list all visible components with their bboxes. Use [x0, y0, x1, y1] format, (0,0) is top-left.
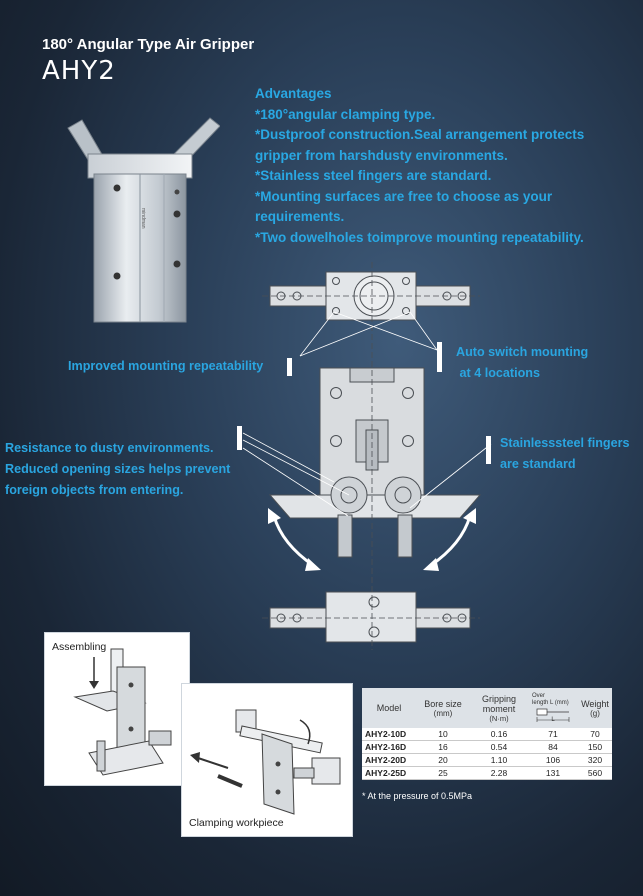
- cell-weight: 150: [578, 741, 612, 754]
- callout-marker: [437, 342, 442, 372]
- col-weight-header: Weight (g): [578, 688, 612, 728]
- cell-bore: 20: [416, 754, 470, 767]
- page-title: 180° Angular Type Air Gripper: [42, 36, 255, 53]
- callout-dust: [5, 438, 230, 501]
- cell-model: AHY2-25D: [362, 767, 416, 780]
- callout-marker: [287, 358, 292, 376]
- cell-bore: 16: [416, 741, 470, 754]
- callout-marker: [237, 426, 242, 450]
- advantage-item: *180°angular clamping type.: [255, 106, 436, 122]
- advantage-item: *Mounting surfaces are free to choose as your: [255, 188, 553, 204]
- spec-table-wrapper: [362, 688, 612, 780]
- left-finger-detail: [338, 515, 352, 557]
- advantages-heading: Advantages: [255, 86, 332, 101]
- table-row: [362, 754, 612, 767]
- spec-table: [362, 688, 612, 780]
- cell-weight: 320: [578, 754, 612, 767]
- col-bore-header: Bore size (mm): [416, 688, 470, 728]
- col-moment-header: Gripping moment (N·m): [470, 688, 528, 728]
- cell-weight: 560: [578, 767, 612, 780]
- cell-length: 131: [528, 767, 578, 780]
- callout-dust-line: Reduced opening sizes helps prevent: [5, 462, 231, 476]
- table-row: [362, 728, 612, 741]
- pressure-note: * At the pressure of 0.5MPa: [362, 791, 473, 801]
- table-row: [362, 767, 612, 780]
- cell-length: 84: [528, 741, 578, 754]
- assembling-figure: [44, 632, 190, 786]
- spec-header-row: [362, 688, 612, 728]
- col-model-header: Model: [362, 688, 416, 728]
- advantage-item: *Dustproof construction.Seal arrangement protects: [255, 127, 585, 142]
- col-length-header: Over length L (mm) L: [528, 688, 578, 728]
- cell-moment: 1.10: [470, 754, 528, 767]
- callout-fingers: [500, 433, 630, 475]
- base-plate: [270, 495, 480, 518]
- clamping-figure: [181, 683, 353, 837]
- right-finger-detail: [398, 515, 412, 557]
- cell-bore: 25: [416, 767, 470, 780]
- advantage-item: gripper from harshdusty environments.: [255, 147, 508, 163]
- cell-moment: 0.54: [470, 741, 528, 754]
- cell-weight: 70: [578, 728, 612, 741]
- cell-model: AHY2-10D: [362, 728, 416, 741]
- callout-marker: [486, 436, 491, 464]
- callout-fingers-line: are standard: [500, 457, 576, 471]
- cell-model: AHY2-16D: [362, 741, 416, 754]
- cell-moment: 0.16: [470, 728, 528, 741]
- advantage-item: requirements.: [255, 209, 345, 224]
- bottom-view-body: [326, 592, 416, 642]
- table-row: [362, 741, 612, 754]
- callout-dust-line: Resistance to dusty environments.: [5, 441, 214, 455]
- model-name: AHY2: [42, 56, 116, 86]
- advantage-item: *Stainless steel fingers are standard.: [255, 168, 492, 183]
- cell-moment: 2.28: [470, 767, 528, 780]
- cell-length: 71: [528, 728, 578, 741]
- advantage-item: *Two dowelholes toimprove mounting repeatability.: [255, 229, 584, 245]
- cell-model: AHY2-20D: [362, 754, 416, 767]
- callout-switch-line: at 4 locations: [456, 366, 540, 380]
- callout-mounting: Improved mounting repeatability: [68, 359, 264, 373]
- callout-switch: [456, 342, 588, 384]
- cell-bore: 10: [416, 728, 470, 741]
- cell-length: 106: [528, 754, 578, 767]
- callout-switch-line: Auto switch mounting: [456, 345, 589, 359]
- callout-dust-line: foreign objects from entering.: [5, 483, 184, 497]
- callout-fingers-line: Stainlesssteel fingers: [500, 436, 630, 450]
- clamping-label: Clamping workpiece: [189, 817, 284, 829]
- brand-label: mindman: [140, 208, 146, 229]
- assembling-label: Assembling: [52, 641, 107, 653]
